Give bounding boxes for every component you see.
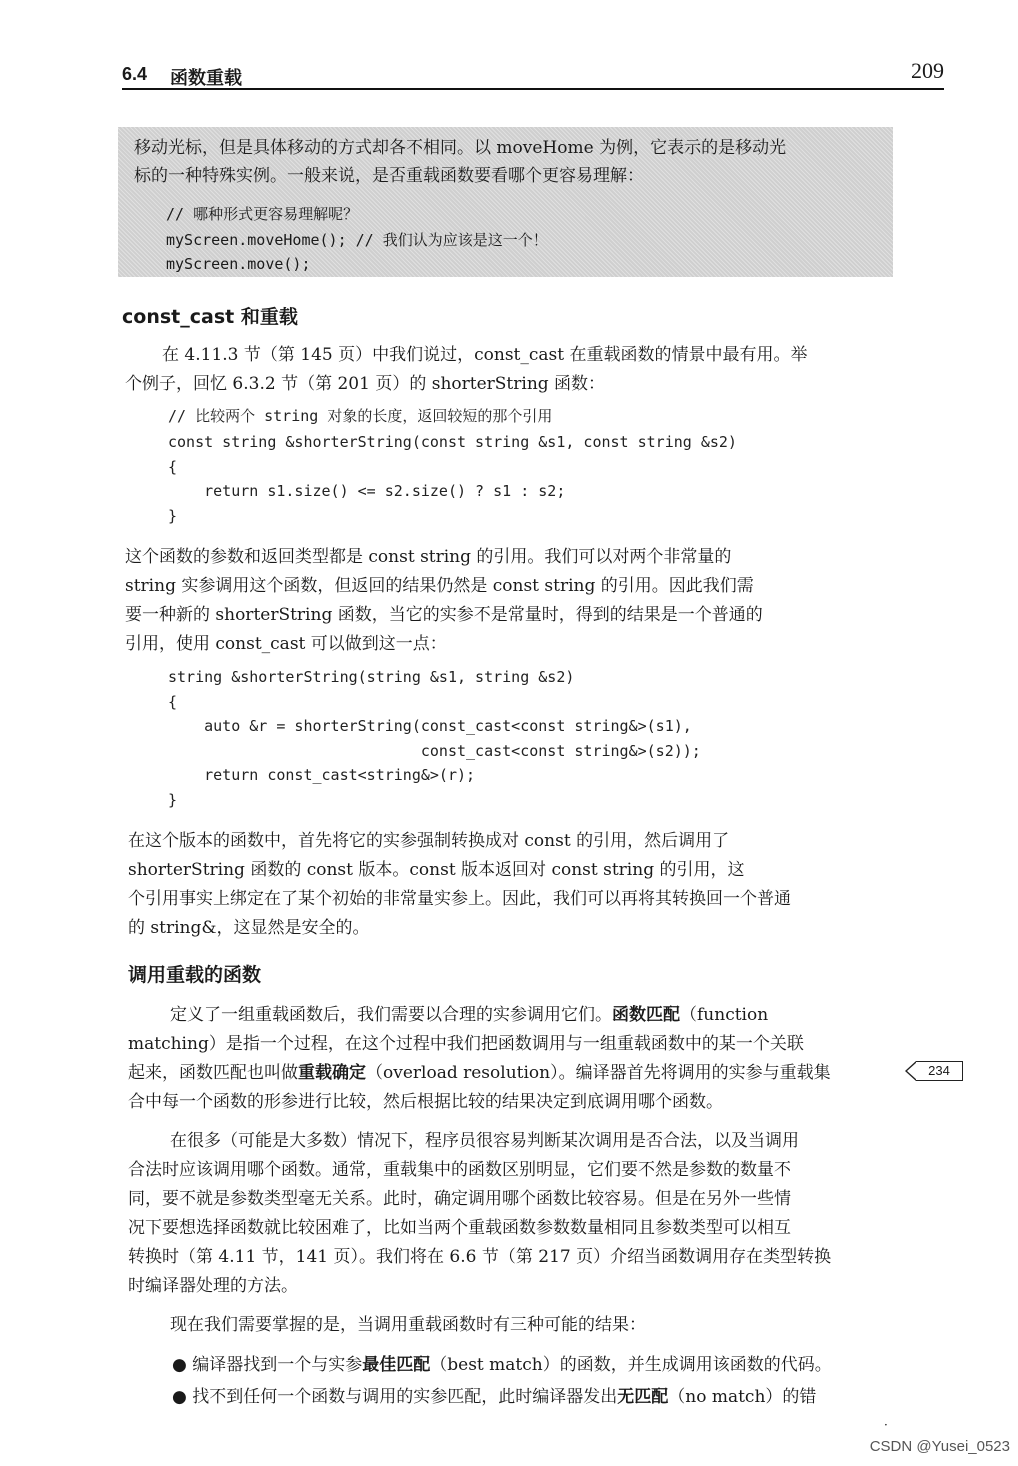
- text-run: 定义了一组重载函数后，我们需要以合理的实参调用它们。: [170, 1005, 612, 1025]
- shaded-note-box: [118, 127, 893, 277]
- term-function-matching: 函数匹配: [612, 1005, 680, 1025]
- paragraph-line: string 实参调用这个函数，但返回的结果仍然是 const string 的引用。因此我们需: [125, 576, 754, 596]
- term-best-match: 最佳匹配: [362, 1355, 431, 1375]
- bullet-dot-icon: ●: [172, 1355, 187, 1375]
- box-text-line: 标的一种特殊实例。一般来说，是否重载函数要看哪个更容易理解：: [134, 166, 644, 186]
- box-code-line: myScreen.moveHome(); // 我们认为应该是这一个！: [166, 231, 548, 249]
- page-number: 209: [911, 58, 944, 83]
- watermark: CSDN @Yusei_0523: [869, 1438, 1010, 1455]
- code-line: return s1.size() <= s2.size() ? s1 : s2;: [168, 482, 566, 500]
- stray-mark: ·: [884, 1418, 888, 1432]
- text-run: （overload resolution）。编译器首先将调用的实参与重载集: [366, 1063, 831, 1083]
- box-code-line: // 哪种形式更容易理解呢？: [166, 205, 359, 223]
- code-line: string &shorterString(string &s1, string &s2): [168, 668, 575, 686]
- paragraph-line: 同，要不就是参数类型毫无关系。此时，确定调用哪个函数比较容易。但是在另外一些情: [128, 1189, 791, 1209]
- paragraph-line: shorterString 函数的 const 版本。const 版本返回对 const string 的引用，这: [128, 860, 745, 880]
- bullet-item: [172, 1382, 816, 1407]
- bullet-item: [172, 1350, 832, 1375]
- section-number: 6.4: [122, 64, 148, 84]
- box-text-line: 移动光标，但是具体移动的方式却各不相同。以 moveHome 为例，它表示的是移动光: [134, 138, 787, 158]
- paragraph-line: 合法时应该调用哪个函数。通常，重载集中的函数区别明显，它们要不然是参数的数量不: [128, 1160, 791, 1180]
- code-line: // 比较两个 string 对象的长度，返回较短的那个引用: [168, 407, 553, 425]
- code-line: const string &shorterString(const string &s1, const string &s2): [168, 433, 737, 451]
- section-title: 函数重载: [170, 68, 242, 89]
- paragraph-line: 在这个版本的函数中，首先将它的实参强制转换成对 const 的引用，然后调用了: [128, 831, 730, 851]
- code-line: {: [168, 693, 178, 711]
- term-no-match: 无匹配: [617, 1387, 669, 1407]
- paragraph-line: 时编译器处理的方法。: [128, 1276, 298, 1296]
- text-run: （no match）的错: [668, 1387, 817, 1407]
- paragraph-line: 这个函数的参数和返回类型都是 const string 的引用。我们可以对两个非常量的: [125, 547, 732, 567]
- text-run: 找不到任何一个函数与调用的实参匹配，此时编译器发出: [192, 1387, 618, 1407]
- text-run: （function: [680, 1005, 769, 1025]
- box-code-line: myScreen.move();: [166, 255, 311, 273]
- paragraph-line: 现在我们需要掌握的是，当调用重载函数时有三种可能的结果：: [170, 1315, 646, 1335]
- paragraph-line: 要一种新的 shorterString 函数，当它的实参不是常量时，得到的结果是一个普通的: [125, 605, 763, 625]
- bullet-dot-icon: ●: [172, 1387, 187, 1407]
- term-overload-resolution: 重载确定: [298, 1063, 366, 1083]
- text-run: 编译器找到一个与实参: [192, 1355, 363, 1375]
- paragraph-line: matching）是指一个过程，在这个过程中我们把函数调用与一组重载函数中的某一个关联: [128, 1034, 804, 1054]
- paragraph-line: 在 4.11.3 节（第 145 页）中我们说过，const_cast 在重载函数的情景中最有用。举: [162, 345, 808, 365]
- running-header: [122, 58, 944, 90]
- code-line: const_cast<const string&>(s2));: [168, 742, 701, 760]
- text-run: 起来，函数匹配也叫做: [128, 1063, 298, 1083]
- paragraph-line: 合中每一个函数的形参进行比较，然后根据比较的结果决定到底调用哪个函数。: [128, 1092, 723, 1112]
- paragraph-line: 个引用事实上绑定在了某个初始的非常量实参上。因此，我们可以再将其转换回一个普通: [128, 889, 791, 909]
- paragraph-line: 在很多（可能是大多数）情况下，程序员很容易判断某次调用是否合法，以及当调用: [170, 1131, 799, 1151]
- paragraph-line: 个例子，回忆 6.3.2 节（第 201 页）的 shorterString 函数：: [125, 374, 606, 394]
- section-heading: 调用重载的函数: [128, 964, 262, 986]
- paragraph-line: [128, 1058, 831, 1083]
- code-line: }: [168, 791, 178, 809]
- section-heading: const_cast 和重载: [122, 306, 298, 328]
- code-line: }: [168, 507, 178, 525]
- code-line: {: [168, 458, 178, 476]
- code-line: return const_cast<string&>(r);: [168, 766, 476, 784]
- paragraph-line: 况下要想选择函数就比较困难了，比如当两个重载函数参数数量相同且参数类型可以相互: [128, 1218, 791, 1238]
- paragraph-line: 的 string&，这显然是安全的。: [128, 918, 370, 938]
- paragraph-line: 引用，使用 const_cast 可以做到这一点：: [125, 634, 447, 654]
- text-run: （best match）的函数，并生成调用该函数的代码。: [430, 1355, 832, 1375]
- paragraph-line: 转换时（第 4.11 节，141 页）。我们将在 6.6 节（第 217 页）介绍当函数调用存在类型转换: [128, 1247, 832, 1267]
- code-line: auto &r = shorterString(const_cast<const string&>(s1),: [168, 717, 692, 735]
- margin-page-reference: 234: [916, 1061, 963, 1081]
- paragraph-line: [170, 1000, 768, 1025]
